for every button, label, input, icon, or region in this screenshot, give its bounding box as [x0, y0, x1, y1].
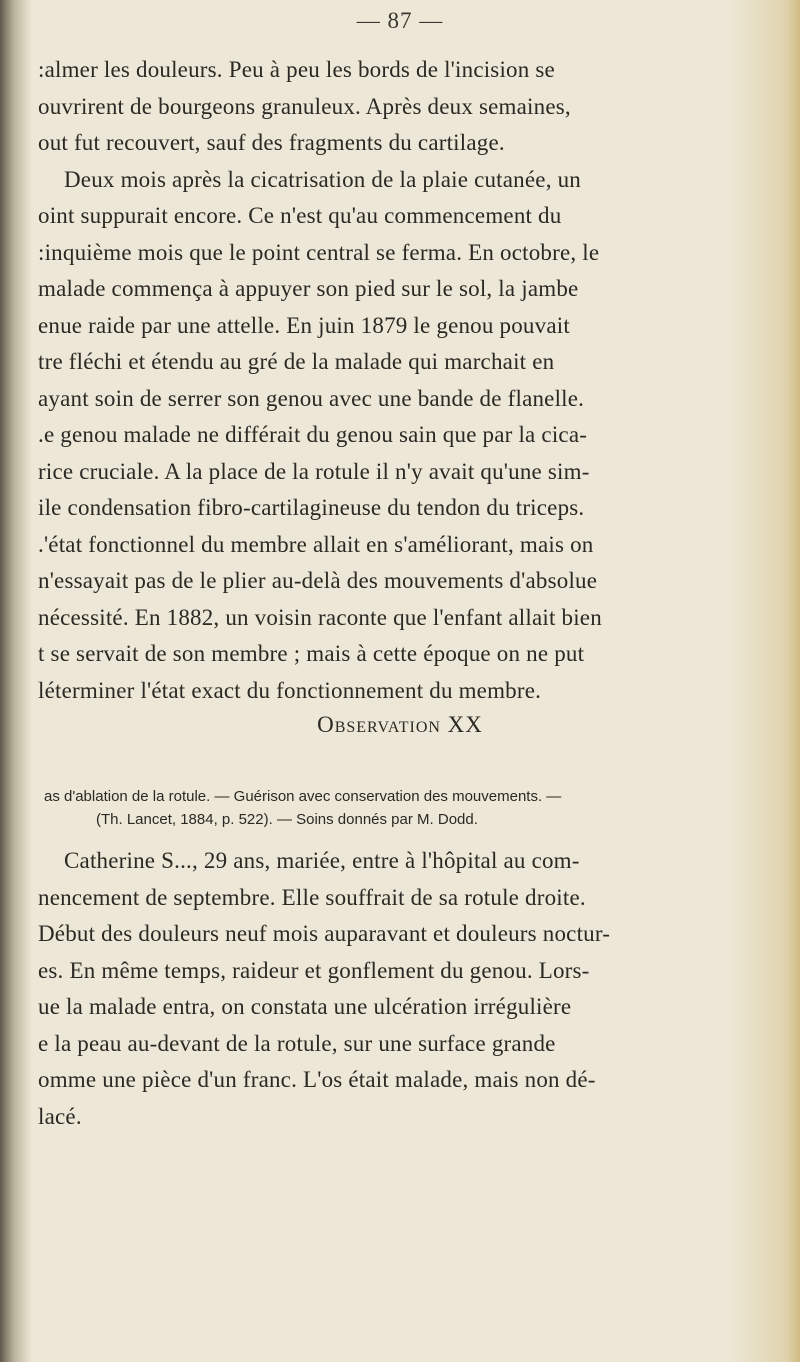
text-line: out fut recouvert, sauf des fragments du cartilage. [38, 130, 505, 155]
text-line: es. En même temps, raideur et gonflement du genou. Lors- [38, 957, 590, 983]
text-line: léterminer l'état exact du fonctionnement du membre. [38, 677, 542, 703]
text-line: oint suppurait encore. Ce n'est qu'au commencement du [38, 203, 562, 228]
text-line: tre fléchi et étendu au gré de la malade qui marchait en [38, 349, 555, 374]
text-line: omme une pièce d'un franc. L'os était malade, mais non dé- [38, 1067, 596, 1092]
text-line: :inquième mois que le point central se ferma. En octobre, le [38, 239, 600, 265]
text-line: Début des douleurs neuf mois auparavant et douleurs noctur- [38, 921, 611, 946]
text-line: rice cruciale. A la place de la rotule il n'y avait qu'une sim- [38, 458, 590, 484]
text-line: :almer les douleurs. Peu à peu les bords de l'incision se [38, 57, 555, 82]
text-line: nécessité. En 1882, un voisin raconte que l'enfant allait bien [38, 604, 602, 630]
text-line: .e genou malade ne différait du genou sain que par la cica- [38, 422, 588, 447]
text-line: e la peau au-devant de la rotule, sur une surface grande [38, 1030, 556, 1056]
case-paragraph [38, 843, 748, 1135]
text-line: ouvrirent de bourgeons granuleux. Après deux semaines, [38, 93, 571, 119]
text-line: .'état fonctionnel du membre allait en s'améliorant, mais on [38, 531, 594, 557]
summary-line: (Th. Lancet, 1884, p. 522). — Soins donnés par M. Dodd. [96, 811, 478, 828]
observation-heading: Observation XX [317, 712, 483, 737]
page-binding-edge [0, 0, 32, 1362]
text-line: enue raide par une attelle. En juin 1879 le genou pouvait [38, 312, 570, 338]
text-line: ayant soin de serrer son genou avec une bande de flanelle. [38, 385, 585, 411]
text-line: ile condensation fibro-cartilagineuse du tendon du triceps. [38, 495, 585, 520]
text-line: n'essayait pas de le plier au-delà des mouvements d'absolue [38, 568, 598, 593]
body-paragraphs [38, 52, 748, 709]
summary-line: as d'ablation de la rotule. — Guérison avec conservation des mouvements. — [44, 788, 562, 805]
text-line: Catherine S..., 29 ans, mariée, entre à l'hôpital au com- [64, 848, 580, 873]
text-line: malade commença à appuyer son pied sur le sol, la jambe [38, 276, 579, 301]
text-line: nencement de septembre. Elle souffrait de sa rotule droite. [38, 884, 586, 910]
page-number-header: — 87 — [356, 8, 444, 33]
observation-summary [44, 785, 744, 831]
text-line: t se servait de son membre ; mais à cette époque on ne put [38, 641, 585, 666]
text-line: lacé. [38, 1103, 82, 1129]
text-line: Deux mois après la cicatrisation de la plaie cutanée, un [64, 166, 581, 192]
text-line: ue la malade entra, on constata une ulcération irrégulière [38, 994, 572, 1019]
